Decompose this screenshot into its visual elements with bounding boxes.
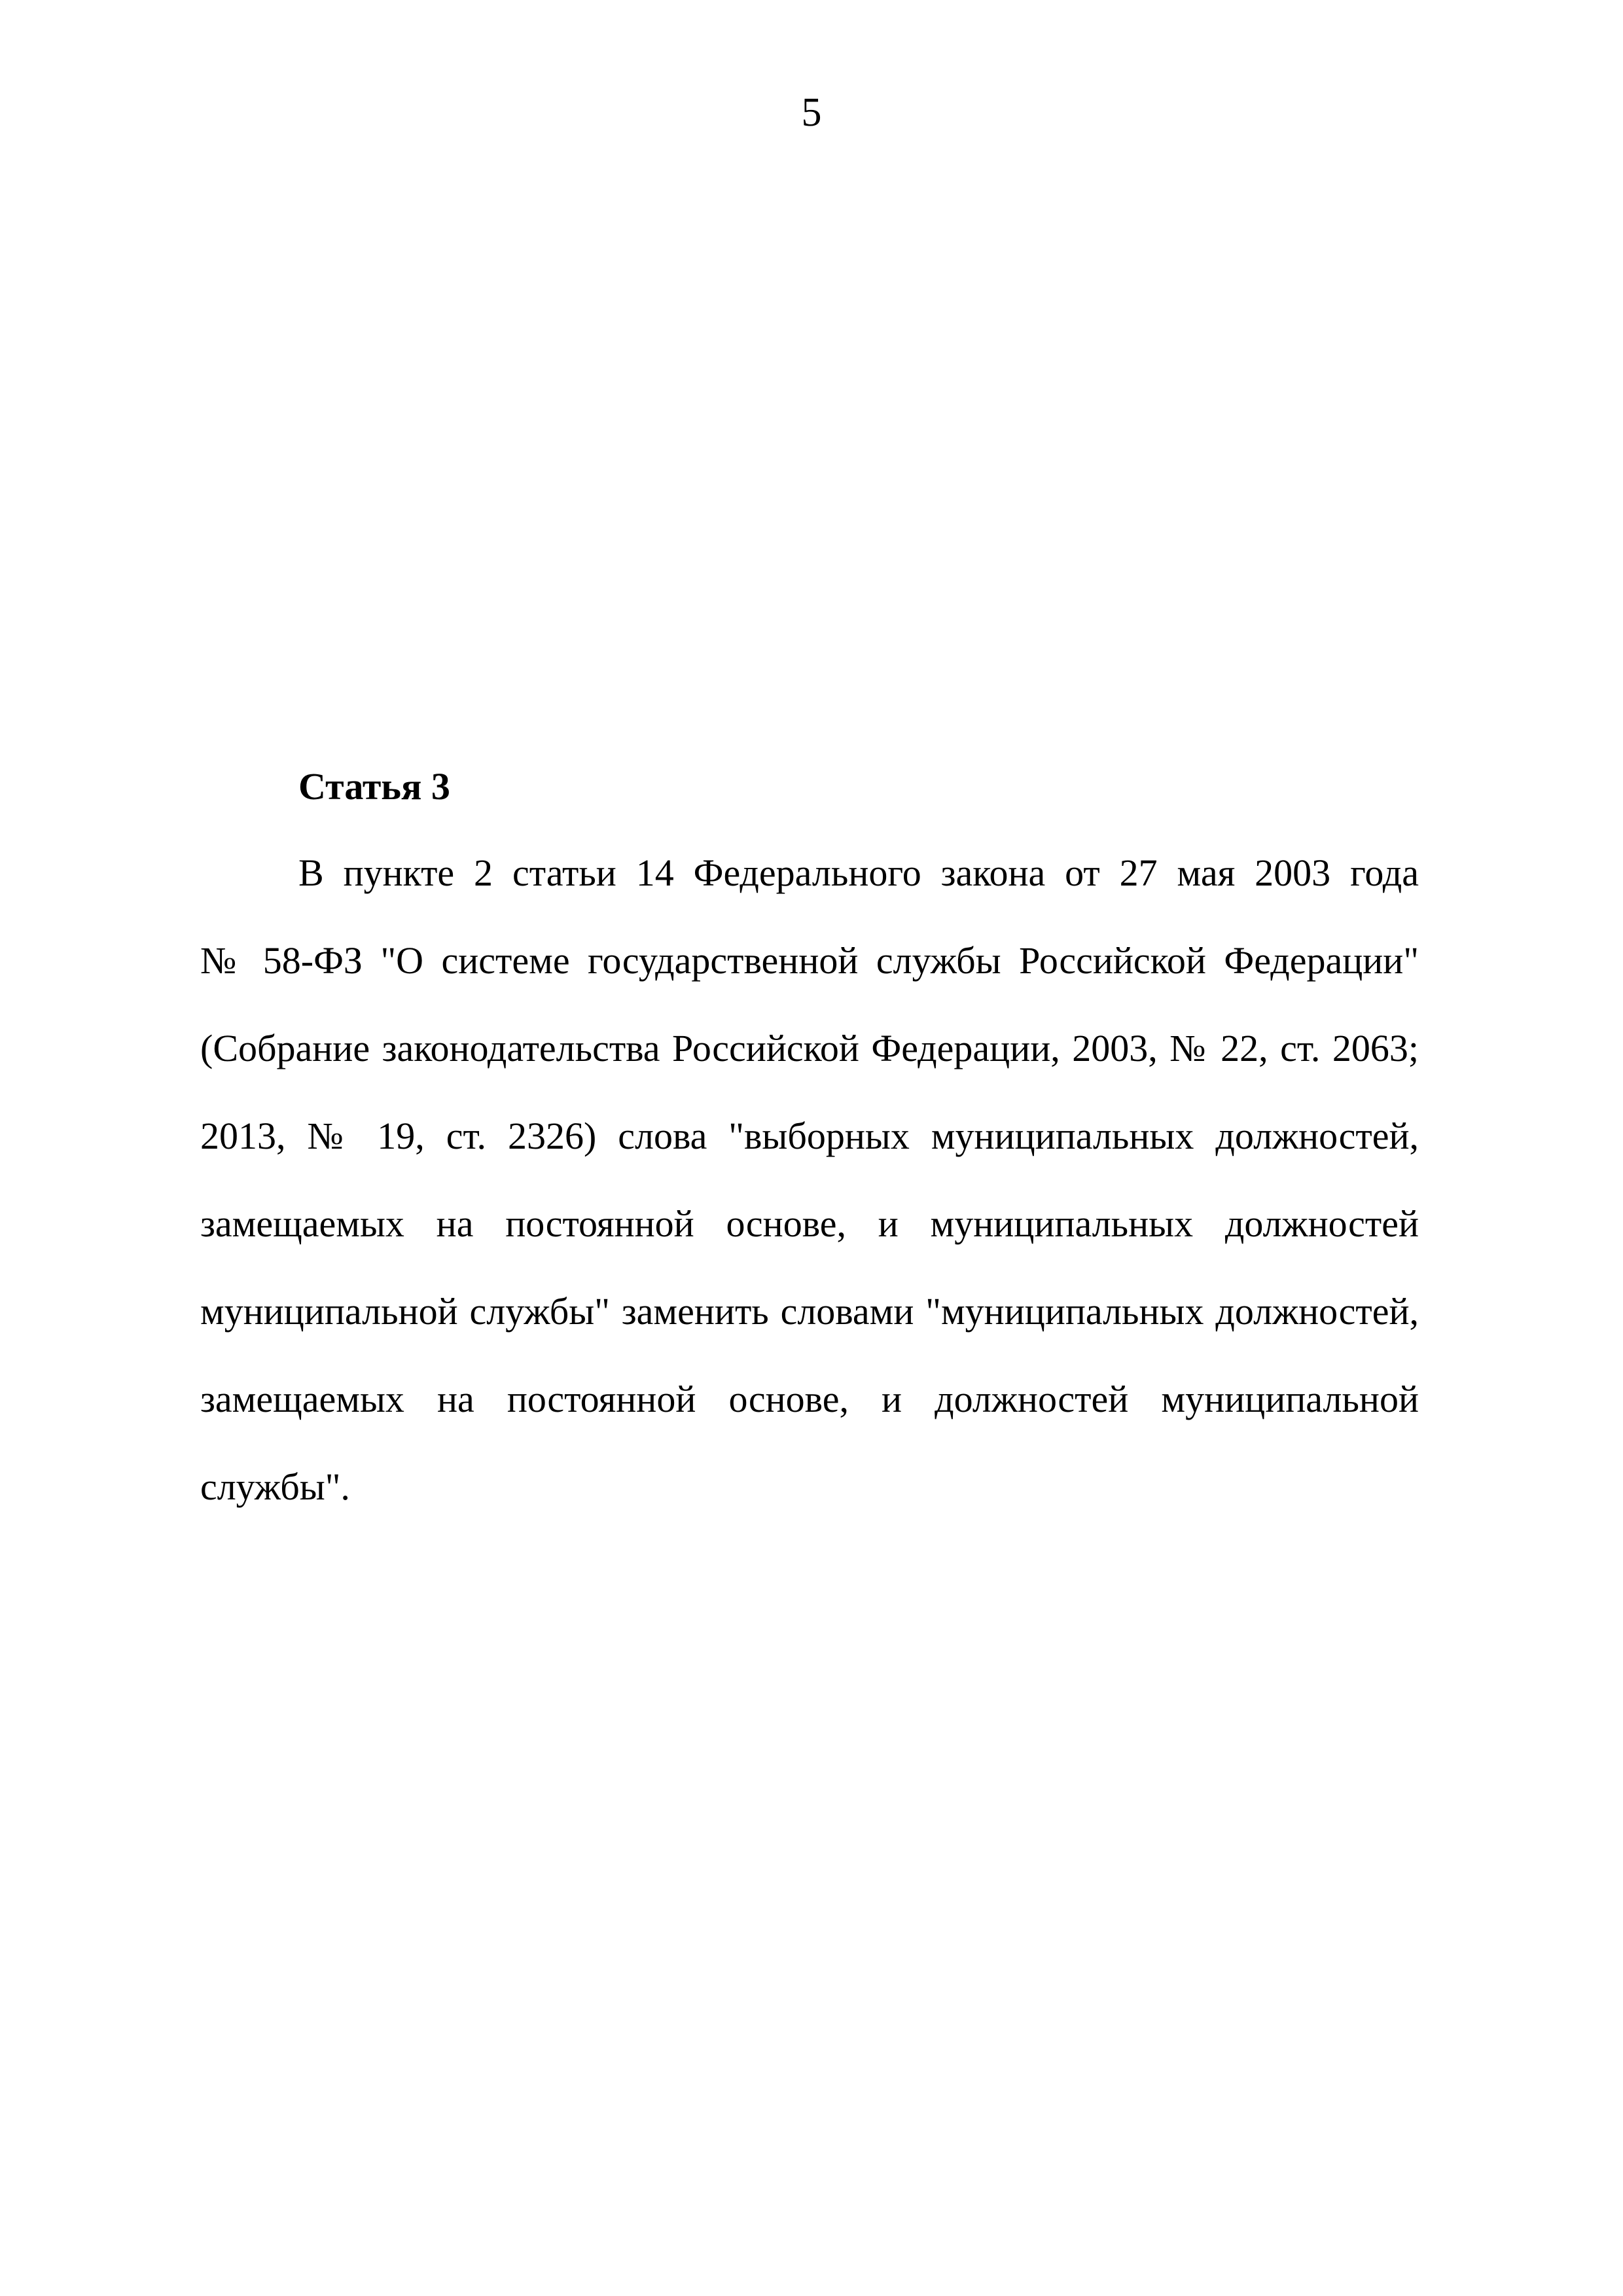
article-text-line: (Собрание законодательства Российской Федерации, 2003, № 22, ст. 2063; <box>200 1027 1419 1069</box>
article-text-line: замещаемых на постоянной основе, и муниципальных должностей <box>200 1202 1419 1245</box>
article-text-line: муниципальной службы" заменить словами "муниципальных должностей, <box>200 1290 1419 1333</box>
article-text-line: В пункте 2 статьи 14 Федерального закона от 27 мая 2003 года <box>298 852 1419 894</box>
article-heading: Статья 3 <box>298 765 450 808</box>
article-text-line: службы". <box>200 1465 350 1508</box>
article-text-line: 2013, № 19, ст. 2326) слова "выборных муниципальных должностей, <box>200 1115 1419 1157</box>
article-text-line: замещаемых на постоянной основе, и должностей муниципальной <box>200 1378 1419 1420</box>
article-text-line: № 58-ФЗ "О системе государственной службы Российской Федерации" <box>200 939 1419 982</box>
article-body <box>200 847 1419 1549</box>
page-number: 5 <box>801 90 822 135</box>
